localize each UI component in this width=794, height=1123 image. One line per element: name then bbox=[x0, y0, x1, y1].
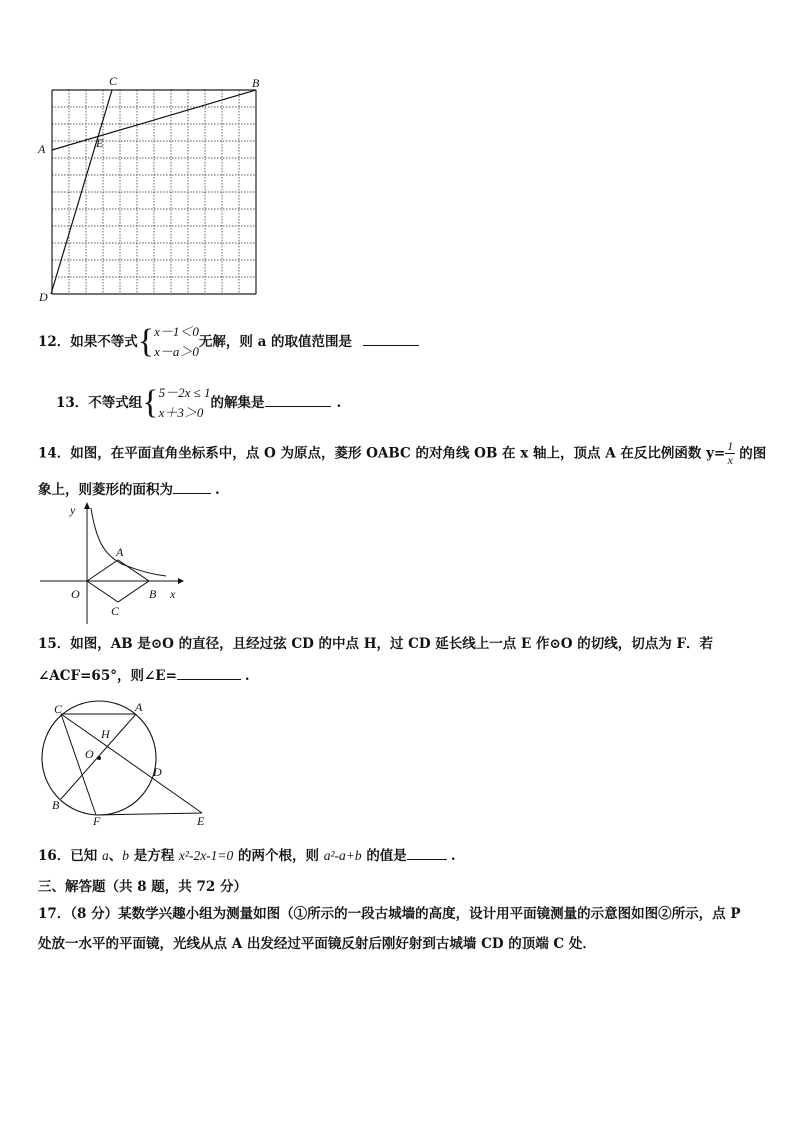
q16-equation: x²-2x-1=0 bbox=[178, 848, 234, 863]
coordinate-figure bbox=[34, 500, 184, 628]
q13-end: . bbox=[336, 394, 342, 411]
q13-suffix: 的解集是 bbox=[210, 395, 265, 412]
question-13: 13．不等式组{ 5－2x ≤ 1 x＋3＞0 的解集是 . bbox=[56, 383, 341, 423]
question-17-line1 bbox=[38, 906, 740, 922]
q13-answer-blank[interactable] bbox=[265, 394, 331, 407]
q15-line1: 15．如图，AB 是⊙O 的直径，且经过弦 CD 的中点 H，过 CD 延长线上一点 E 作⊙O 的切线，切点为 F．若 bbox=[38, 636, 714, 652]
label-b: B bbox=[149, 587, 157, 601]
q17-line2: 处放一水平的平面镜，光线从点 A 出发经过平面镜反射后刚好射到古城墙 CD 的顶端 C 处． bbox=[38, 936, 596, 952]
q12-suffix: 无解，则 a 的取值范围是 bbox=[198, 334, 353, 351]
q16-answer-blank[interactable] bbox=[407, 847, 447, 860]
q14-line1-prefix: 14．如图，在平面直角坐标系中，点 O 为原点，菱形 OABC 的对角线 OB 在 x 轴上，顶点 A 在反比例函数 y= bbox=[38, 445, 726, 462]
question-12: 12．如果不等式{ x－1＜0 x－a＞0 无解，则 a 的取值范围是 bbox=[38, 322, 419, 362]
question-14-line2 bbox=[38, 481, 220, 498]
circle-figure bbox=[34, 698, 214, 828]
q16-var-a: a bbox=[102, 848, 109, 863]
question-14-line1 bbox=[38, 440, 766, 467]
q15-answer-blank[interactable] bbox=[177, 667, 241, 680]
hyperbola-curve bbox=[91, 508, 166, 576]
label-a: A bbox=[135, 700, 143, 714]
q12-ineq1: x－1＜0 bbox=[154, 324, 199, 339]
q16-expr: a²-a+b bbox=[323, 848, 362, 863]
q14-frac-num: 1 bbox=[727, 439, 734, 453]
section-heading bbox=[38, 879, 247, 895]
label-c: C bbox=[109, 74, 118, 88]
q15-line2: ∠ACF=65°，则∠E= bbox=[38, 668, 177, 684]
grid-figure bbox=[30, 72, 280, 308]
label-y: y bbox=[70, 503, 76, 517]
q14-fraction bbox=[725, 440, 735, 467]
label-x: x bbox=[170, 587, 176, 601]
q13-prefix: 13．不等式组 bbox=[56, 395, 143, 412]
section3-title: 三、解答题（共 8 题，共 72 分） bbox=[38, 879, 247, 895]
q13-system bbox=[159, 383, 211, 423]
q17-line1: 17．（8 分）某数学兴趣小组为测量如图（①所示的一段古城墙的高度，设计用平面镜测量的示意图如图②所示，点 P bbox=[38, 906, 741, 922]
question-15-line2 bbox=[38, 667, 250, 684]
label-f: F bbox=[93, 814, 101, 828]
q16-mid2: 的两个根，则 bbox=[238, 848, 319, 864]
question-16 bbox=[38, 847, 456, 864]
q12-prefix: 12．如果不等式 bbox=[38, 334, 138, 351]
line-ce bbox=[61, 714, 202, 813]
y-axis-arrow bbox=[84, 502, 90, 509]
label-b: B bbox=[52, 798, 60, 812]
line-cf bbox=[61, 714, 96, 815]
label-d: D bbox=[39, 290, 48, 304]
q13-ineq2: x＋3＞0 bbox=[158, 405, 204, 421]
q14-frac-den: x bbox=[727, 453, 733, 468]
q16-sep: 、 bbox=[108, 848, 123, 864]
q14-line1-suffix: 的图 bbox=[739, 445, 767, 462]
label-d: D bbox=[153, 765, 162, 779]
q12-system bbox=[154, 322, 199, 362]
label-b: B bbox=[252, 76, 260, 90]
label-o: O bbox=[71, 587, 80, 601]
q16-var-b: b bbox=[122, 848, 129, 863]
label-e: E bbox=[197, 814, 205, 828]
center-point bbox=[97, 756, 101, 760]
q12-answer-blank[interactable] bbox=[363, 333, 419, 346]
q16-end: . bbox=[450, 848, 456, 864]
q14-end: . bbox=[215, 482, 220, 498]
q12-ineq2: x－a＞0 bbox=[154, 344, 199, 360]
question-15-line1 bbox=[38, 636, 713, 652]
x-axis-arrow bbox=[178, 578, 184, 584]
q14-line2: 象上，则菱形的面积为 bbox=[38, 482, 173, 498]
question-17-line2 bbox=[38, 936, 596, 952]
label-h: H bbox=[101, 727, 110, 741]
label-c: C bbox=[54, 702, 63, 716]
label-o: O bbox=[85, 747, 94, 761]
label-c: C bbox=[111, 604, 120, 618]
label-e: E bbox=[96, 136, 104, 150]
label-a: A bbox=[38, 142, 46, 156]
q13-ineq1: 5－2x ≤ 1 bbox=[158, 385, 211, 400]
q16-prefix: 16．已知 bbox=[38, 848, 98, 864]
q14-answer-blank[interactable] bbox=[173, 481, 211, 494]
q15-end: . bbox=[244, 668, 250, 684]
q16-suffix: 的值是 bbox=[366, 848, 407, 864]
label-a: A bbox=[116, 545, 124, 559]
q16-mid: 是方程 bbox=[133, 848, 175, 864]
